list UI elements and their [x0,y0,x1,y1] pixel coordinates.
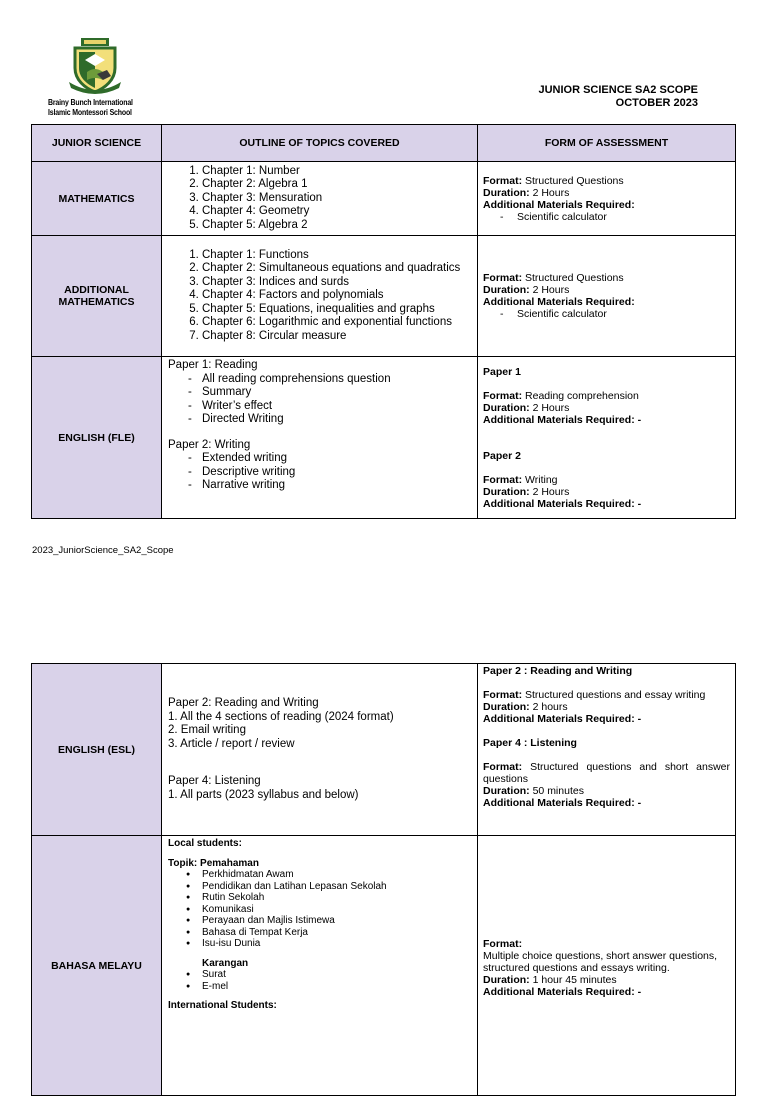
list-item: - Scientific calculator [483,211,730,223]
format-value: Structured Questions [525,272,624,284]
table-row-bahasa-melayu [32,836,736,1096]
table-header-row [32,125,736,162]
topics-cell [162,664,478,836]
topics-cell [162,836,478,1096]
list-item: ● Pendidikan dan Latihan Lepasan Sekolah [168,881,471,893]
list-item: - Summary [168,386,471,400]
section-label: International Students: [168,1000,277,1011]
paper-title: Paper 2: Reading and Writing [168,697,319,709]
list-item: ● Bahasa di Tempat Kerja [168,927,471,939]
section-label: Local students: [168,838,242,849]
format-label: Format: [483,473,523,486]
scope-table-2 [31,663,736,1096]
paper-title: Paper 4: Listening [168,775,261,787]
scope-table-1 [31,124,736,519]
list-item: ● Perayaan dan Majlis Istimewa [168,915,471,927]
subject-line: MATHEMATICS [58,296,135,308]
duration-value: 1 hour 45 minutes [532,974,617,986]
list-item: - Extended writing [168,452,471,466]
list-item: - Narrative writing [168,479,471,493]
list-item: ● E-mel [168,981,471,993]
topics-cell [162,357,478,519]
format-value: Reading comprehension [525,389,639,402]
paper-heading: Paper 4 : Listening [483,737,577,749]
topik-list [168,869,471,950]
list-item: - Scientific calculator [483,308,730,320]
section-label: Topik: Pemahaman [168,857,259,869]
list-item: 3. Chapter 3: Indices and surds [202,276,471,290]
header-subject: JUNIOR SCIENCE [32,125,162,162]
format-value: Structured questions and short answer questions [483,761,730,785]
duration-value: 2 Hours [532,401,570,414]
list-item: ● Isu-isu Dunia [168,938,471,950]
list-item: 1. All the 4 sections of reading (2024 format) [168,710,394,723]
list-item: 2. Chapter 2: Simultaneous equations and quadratics [202,262,471,276]
topics-list [168,249,471,344]
format-label: Format: [483,938,523,950]
format-value: Writing [525,473,558,486]
format-label: Format: [483,174,523,187]
list-item: 3. Chapter 3: Mensuration [202,192,471,206]
materials-label: Additional Materials Required: [483,198,635,211]
subject-mathematics: MATHEMATICS [32,162,162,236]
subject-additional-mathematics [32,236,162,357]
materials-list [483,308,730,320]
list-item: 3. Article / report / review [168,737,295,750]
duration-label: Duration: [483,186,530,199]
list-item: 4. Chapter 4: Factors and polynomials [202,289,471,303]
karangan-list [168,969,471,992]
assessment-cell [478,664,736,836]
materials-label: Additional Materials Required: - [483,497,642,510]
list-item: 5. Chapter 5: Algebra 2 [202,219,471,233]
list-item: 4. Chapter 4: Geometry [202,205,471,219]
list-item: ● Surat [168,969,471,981]
subject-line: ADDITIONAL [64,284,129,296]
list-item: - All reading comprehensions question [168,373,471,387]
list-item: 5. Chapter 5: Equations, inequalities and graphs [202,303,471,317]
duration-label: Duration: [483,701,530,713]
assessment-cell [478,162,736,236]
header-assessment: FORM OF ASSESSMENT [478,125,736,162]
paper-heading: Paper 1 [483,365,521,378]
title-line: JUNIOR SCIENCE SA2 SCOPE [538,84,698,96]
subject-english-fle: ENGLISH (FLE) [32,357,162,519]
page-footer: 2023_JuniorScience_SA2_Scope [32,545,174,556]
list-item: - Descriptive writing [168,466,471,480]
table-row-additional-mathematics [32,236,736,357]
format-label: Format: [483,761,523,773]
materials-label: Additional Materials Required: - [483,797,642,809]
assessment-cell [478,836,736,1096]
duration-value: 2 Hours [532,284,570,296]
topics-cell [162,236,478,357]
materials-label: Additional Materials Required: - [483,713,642,725]
paper-heading: Paper 2 [483,449,521,462]
duration-value: 50 minutes [532,785,584,797]
paper-heading: Paper 2 : Reading and Writing [483,665,633,677]
materials-list [483,211,730,223]
table-row-english-fle [32,357,736,519]
list-item: 2. Email writing [168,724,246,736]
list-item: 7. Chapter 8: Circular measure [202,330,471,344]
paper2-list [168,452,471,493]
shield-logo-icon [67,36,123,96]
duration-label: Duration: [483,785,530,797]
paper-title: Paper 1: Reading [168,359,258,371]
school-name [48,97,133,117]
list-item: 6. Chapter 6: Logarithmic and exponential functions [202,316,471,330]
school-name-line2: Islamic Montessori School [48,107,132,117]
format-value: Structured questions and essay writing [525,689,706,701]
paper1-list [168,373,471,427]
paper-title: Paper 2: Writing [168,438,251,451]
subject-bahasa-melayu: BAHASA MELAYU [32,836,162,1096]
format-label: Format: [483,689,523,701]
list-item: ● Perkhidmatan Awam [168,869,471,881]
list-item: ● Rutin Sekolah [168,892,471,904]
assessment-cell [478,236,736,357]
list-item: 1. All parts (2023 syllabus and below) [168,788,359,801]
duration-label: Duration: [483,485,530,498]
duration-label: Duration: [483,401,530,414]
duration-value: 2 hours [532,701,568,713]
document-title [538,84,698,110]
table-row-mathematics [32,162,736,236]
format-label: Format: [483,272,523,284]
list-item: 1. Chapter 1: Number [202,165,471,179]
list-item: 1. Chapter 1: Functions [202,249,471,263]
list-item: - Writer’s effect [168,400,471,414]
format-label: Format: [483,389,523,402]
format-value: Structured Questions [525,174,624,187]
duration-label: Duration: [483,284,530,296]
section-label: Karangan [202,957,249,969]
format-value: Multiple choice questions, short answer questions, structured questions and essays writing. [483,950,718,974]
list-item: - Directed Writing [168,413,471,427]
materials-label: Additional Materials Required: [483,296,635,308]
list-item: 2. Chapter 2: Algebra 1 [202,178,471,192]
topics-list [168,165,471,233]
school-name-line1: Brainy Bunch International [48,97,133,107]
subject-english-esl: ENGLISH (ESL) [32,664,162,836]
duration-label: Duration: [483,974,530,986]
subtitle-line: OCTOBER 2023 [615,97,698,109]
header-topics: OUTLINE OF TOPICS COVERED [162,125,478,162]
topics-cell [162,162,478,236]
materials-label: Additional Materials Required: - [483,413,642,426]
assessment-cell [478,357,736,519]
duration-value: 2 Hours [532,485,570,498]
duration-value: 2 Hours [532,186,570,199]
table-row-english-esl [32,664,736,836]
materials-label: Additional Materials Required: - [483,986,642,998]
list-item: ● Komunikasi [168,904,471,916]
